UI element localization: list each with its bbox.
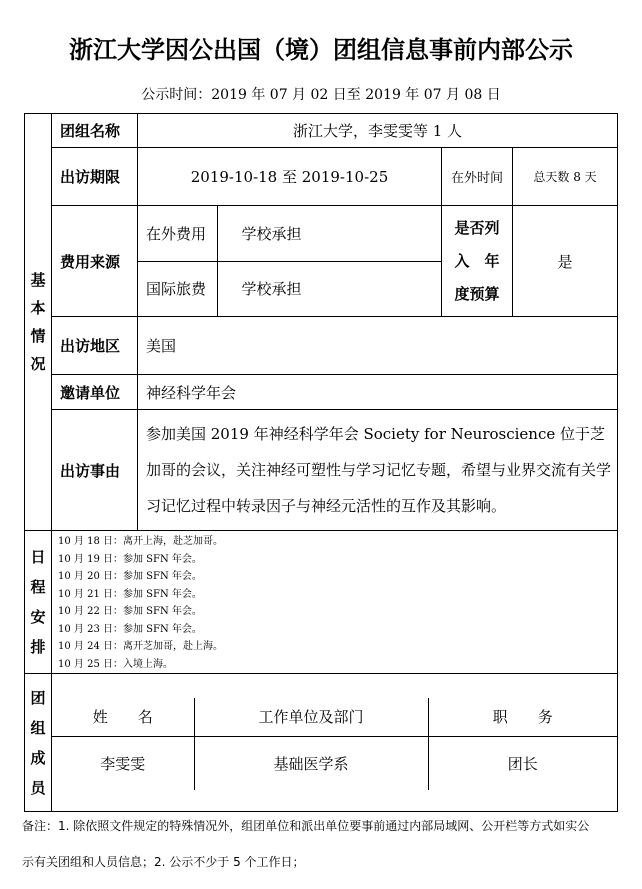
abroad-cost-value: 学校承担	[217, 206, 441, 261]
schedule-item: 10 月 22 日：参加 SFN 年会。	[58, 606, 202, 617]
schedule-item: 10 月 20 日：参加 SFN 年会。	[58, 571, 202, 582]
table-row	[52, 736, 617, 790]
inviter-value: 神经科学年会	[138, 375, 618, 410]
member-role: 团长	[507, 754, 538, 773]
schedule-item: 10 月 25 日：入境上海。	[58, 658, 173, 670]
member-unit: 基础医学系	[194, 736, 428, 790]
footnote-line: 示有关团组和人员信息；2. 公示不少于 5 个工作日；	[22, 855, 305, 869]
abroad-time-label: 在外时间	[442, 148, 513, 206]
schedule-item: 10 月 18 日：离开上海，赴芝加哥。	[58, 536, 223, 547]
region-label: 出访地区	[52, 317, 138, 375]
reason-value: 参加美国 2019 年神经科学年会 Society for Neuroscience 位于芝加哥的会议，关注神经可塑性与学习记忆专题，希望与业界交流有关学习记忆过程中转录因子与神经元活性的互作及其影响。	[138, 410, 618, 531]
budget-label: 是否列 入 年 度预算	[442, 206, 513, 317]
region-value: 美国	[138, 317, 618, 375]
abroad-time-value: 总天数 8 天	[513, 148, 618, 206]
member-name: 李雯雯	[52, 736, 194, 790]
reason-label: 出访事由	[52, 410, 138, 531]
page-title: 浙江大学因公出国（境）团组信息事前内部公示	[69, 36, 573, 64]
schedule-item: 10 月 21 日：参加 SFN 年会。	[58, 588, 202, 600]
schedule-item: 10 月 24 日：离开芝加哥，赴上海。	[58, 641, 223, 652]
period-label: 出访期限	[52, 148, 138, 206]
funding-label: 费用来源	[52, 206, 138, 317]
intl-travel-value: 学校承担	[241, 280, 302, 299]
schedule-item: 10 月 23 日：参加 SFN 年会。	[58, 623, 202, 635]
section-schedule: 日 程 安 排	[25, 531, 52, 674]
member-role-header: 职 务	[428, 698, 617, 736]
members-table	[52, 698, 617, 790]
abroad-cost-label: 在外费用	[138, 206, 217, 261]
publish-period: 公示时间：2019 年 07 月 02 日至 2019 年 07 月 08 日	[141, 87, 501, 103]
section-members: 团 组 成 员	[25, 674, 52, 812]
footnote-line: 备注：1. 除依照文件规定的特殊情况外，组团单位和派出单位要事前通过内部局域网、公开栏等方式如实公	[22, 819, 590, 833]
period-value: 2019-10-18 至 2019-10-25	[138, 148, 442, 206]
funding-detail	[138, 206, 441, 316]
info-table	[24, 113, 618, 812]
schedule-list	[52, 531, 618, 674]
section-basic: 基 本 情 况	[25, 114, 52, 531]
budget-value: 是	[513, 206, 618, 317]
inviter-label: 邀请单位	[52, 375, 138, 410]
intl-travel-label: 国际旅费	[138, 261, 217, 316]
group-name-value: 浙江大学，李雯雯等 1 人	[138, 114, 618, 148]
footnote	[22, 808, 622, 880]
group-name-label: 团组名称	[52, 114, 138, 148]
member-unit-header: 工作单位及部门	[194, 698, 428, 736]
member-name-header: 姓 名	[52, 698, 194, 736]
schedule-item: 10 月 19 日：参加 SFN 年会。	[58, 553, 202, 565]
